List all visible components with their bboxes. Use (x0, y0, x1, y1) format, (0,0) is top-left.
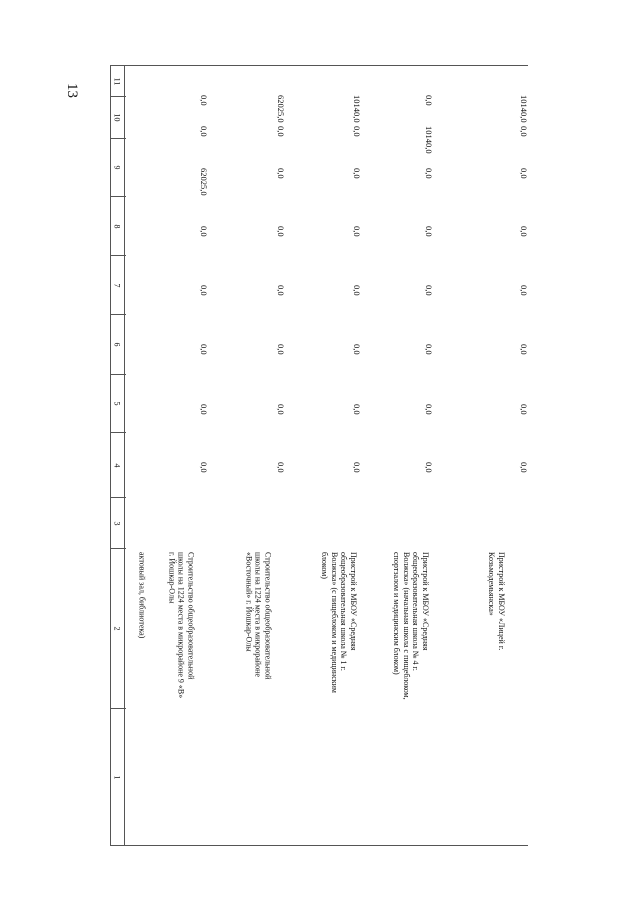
header-strip-right-border (124, 65, 125, 845)
column-number: 10 (112, 113, 122, 122)
column-number: 7 (112, 283, 122, 287)
value-cell: 0,0 (352, 404, 362, 415)
value-cell: 0,0 (352, 168, 362, 179)
row-object-name: Пристрой к МБОУ «Средняя общеобразовательная школа № 1 г. Волжска» (с пищеблоком и медицинским блоком) (320, 552, 358, 693)
value-cell: 0,0 (276, 126, 286, 137)
value-cell: 10140,0 (424, 126, 434, 154)
value-cell: 0,0 (352, 226, 362, 237)
value-cell: 0,0 (424, 404, 434, 415)
value-cell: 0,0 (199, 126, 209, 137)
value-cell: 0,0 (276, 226, 286, 237)
row-object-name: Пристрой к МБОУ «Средняя общеобразовательная школа № 4 г. Волжска» (начальная школа с пищеблоком, спортзалом и медицинским блоком) (392, 552, 430, 700)
value-cell: 0,0 (199, 462, 209, 473)
column-separator (110, 96, 126, 97)
value-cell: 0,0 (424, 168, 434, 179)
value-cell: 10140,0 (519, 95, 529, 123)
column-separator (110, 196, 126, 197)
column-number: 2 (112, 626, 122, 631)
row-object-name: Пристрой к МБОУ «Лицей г. Козьмодемьянска» (487, 552, 506, 651)
column-number: 6 (112, 342, 122, 347)
value-cell: 0,0 (424, 285, 434, 296)
column-number: 4 (112, 463, 122, 467)
column-separator (110, 65, 528, 66)
column-number: 11 (112, 77, 122, 85)
value-cell: 10140,0 (352, 95, 362, 123)
column-separator (110, 255, 126, 256)
column-number: 1 (112, 775, 122, 779)
column-number: 3 (112, 521, 122, 525)
value-cell: 0,0 (519, 462, 529, 473)
value-cell: 0,0 (352, 344, 362, 355)
value-cell: 0,0 (199, 285, 209, 296)
value-cell: 62025,0 (276, 95, 286, 123)
column-number: 5 (112, 401, 122, 406)
value-cell: 0,0 (199, 404, 209, 415)
value-cell: 0,0 (519, 285, 529, 296)
column-separator (110, 374, 126, 375)
value-cell: 0,0 (424, 95, 434, 106)
value-cell: 0,0 (276, 404, 286, 415)
column-separator (110, 845, 528, 846)
column-separator (110, 708, 126, 709)
value-cell: 0,0 (519, 344, 529, 355)
value-cell: 0,0 (199, 344, 209, 355)
column-separator (110, 138, 126, 139)
value-cell: 0,0 (519, 226, 529, 237)
value-cell: 0,0 (424, 226, 434, 237)
value-cell: 0,0 (424, 344, 434, 355)
value-cell: 0,0 (519, 126, 529, 137)
page-number: 13 (64, 83, 80, 98)
column-separator (110, 548, 126, 549)
row-object-name: актовый зал, библиотека) (137, 552, 147, 639)
header-strip-left-border (110, 65, 111, 845)
value-cell: 0,0 (352, 126, 362, 137)
column-number: 9 (112, 165, 122, 170)
row-object-name: Строительство общеобразовательной школы на 1224 места в микрорайоне 9 «В» г. Йошкар-Олы (167, 552, 196, 699)
row-object-name: Строительство общеобразовательной школы на 1224 места в микрорайоне «Восточный» г. Йошкар-Олы (244, 552, 273, 680)
value-cell: 0,0 (424, 462, 434, 473)
value-cell: 0,0 (276, 462, 286, 473)
value-cell: 0,0 (276, 285, 286, 296)
value-cell: 0,0 (352, 462, 362, 473)
value-cell: 0,0 (199, 95, 209, 106)
column-separator (110, 314, 126, 315)
column-number: 8 (112, 224, 122, 228)
value-cell: 62025,0 (199, 168, 209, 196)
value-cell: 0,0 (519, 168, 529, 179)
value-cell: 0,0 (276, 168, 286, 179)
column-separator (110, 497, 126, 498)
value-cell: 0,0 (276, 344, 286, 355)
value-cell: 0,0 (199, 226, 209, 237)
column-separator (110, 432, 126, 433)
value-cell: 0,0 (352, 285, 362, 296)
value-cell: 0,0 (519, 404, 529, 415)
